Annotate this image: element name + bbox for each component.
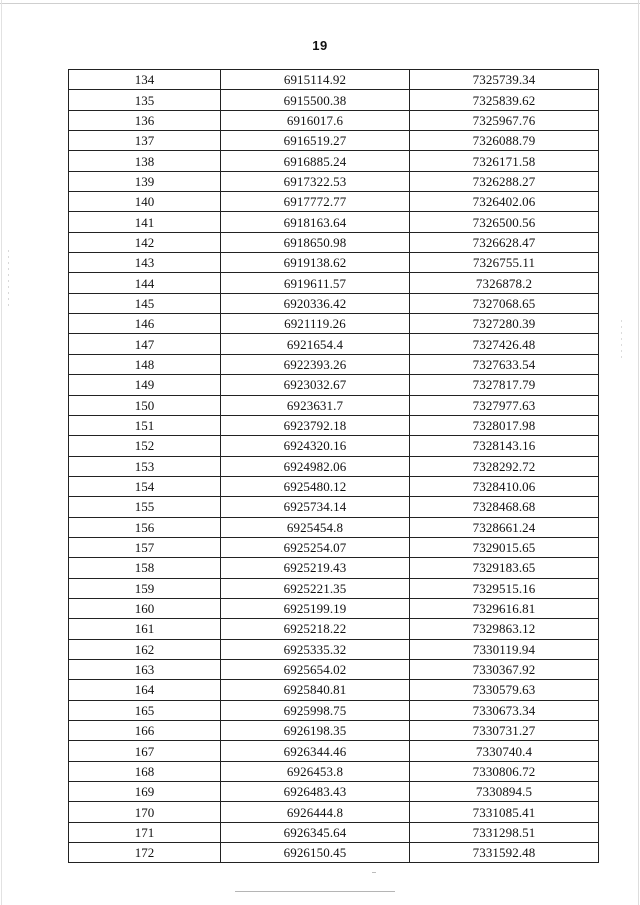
x-coordinate-cell: 6925454.8 xyxy=(221,517,410,537)
y-coordinate-cell: 7328661.24 xyxy=(410,517,599,537)
point-number-cell: 134 xyxy=(69,70,221,90)
table-row xyxy=(69,253,599,273)
y-coordinate-cell: 7329515.16 xyxy=(410,578,599,598)
point-number-cell: 140 xyxy=(69,192,221,212)
table-row xyxy=(69,782,599,802)
x-coordinate-cell: 6924320.16 xyxy=(221,436,410,456)
x-coordinate-cell: 6926344.46 xyxy=(221,741,410,761)
point-number-cell: 154 xyxy=(69,476,221,496)
y-coordinate-cell: 7327280.39 xyxy=(410,314,599,334)
y-coordinate-cell: 7327977.63 xyxy=(410,395,599,415)
x-coordinate-cell: 6926198.35 xyxy=(221,721,410,741)
x-coordinate-cell: 6925998.75 xyxy=(221,700,410,720)
table-row xyxy=(69,415,599,435)
point-number-cell: 161 xyxy=(69,619,221,639)
x-coordinate-cell: 6916017.6 xyxy=(221,110,410,130)
point-number-cell: 153 xyxy=(69,456,221,476)
table-row xyxy=(69,110,599,130)
x-coordinate-cell: 6925335.32 xyxy=(221,639,410,659)
table-row xyxy=(69,659,599,679)
y-coordinate-cell: 7331298.51 xyxy=(410,822,599,842)
x-coordinate-cell: 6925654.02 xyxy=(221,659,410,679)
scan-edge-top xyxy=(0,3,640,4)
table-row xyxy=(69,497,599,517)
y-coordinate-cell: 7330731.27 xyxy=(410,721,599,741)
point-number-cell: 168 xyxy=(69,761,221,781)
x-coordinate-cell: 6921654.4 xyxy=(221,334,410,354)
table-row xyxy=(69,273,599,293)
coordinates-table xyxy=(68,69,599,863)
x-coordinate-cell: 6926453.8 xyxy=(221,761,410,781)
y-coordinate-cell: 7330740.4 xyxy=(410,741,599,761)
coordinates-table-body xyxy=(69,70,599,863)
point-number-cell: 158 xyxy=(69,558,221,578)
x-coordinate-cell: 6926444.8 xyxy=(221,802,410,822)
table-row xyxy=(69,90,599,110)
footer-rule xyxy=(235,891,395,892)
x-coordinate-cell: 6925218.22 xyxy=(221,619,410,639)
scan-artifact-mark xyxy=(372,872,376,873)
point-number-cell: 157 xyxy=(69,537,221,557)
x-coordinate-cell: 6926345.64 xyxy=(221,822,410,842)
table-row xyxy=(69,822,599,842)
y-coordinate-cell: 7326171.58 xyxy=(410,151,599,171)
scan-artifact-right xyxy=(621,320,622,360)
table-row xyxy=(69,761,599,781)
point-number-cell: 150 xyxy=(69,395,221,415)
table-row xyxy=(69,741,599,761)
y-coordinate-cell: 7330894.5 xyxy=(410,782,599,802)
point-number-cell: 149 xyxy=(69,375,221,395)
y-coordinate-cell: 7326628.47 xyxy=(410,232,599,252)
y-coordinate-cell: 7325739.34 xyxy=(410,70,599,90)
x-coordinate-cell: 6917772.77 xyxy=(221,192,410,212)
table-row xyxy=(69,456,599,476)
y-coordinate-cell: 7330579.63 xyxy=(410,680,599,700)
point-number-cell: 170 xyxy=(69,802,221,822)
x-coordinate-cell: 6925199.19 xyxy=(221,598,410,618)
table-row xyxy=(69,131,599,151)
table-row xyxy=(69,395,599,415)
point-number-cell: 151 xyxy=(69,415,221,435)
x-coordinate-cell: 6915500.38 xyxy=(221,90,410,110)
y-coordinate-cell: 7327817.79 xyxy=(410,375,599,395)
x-coordinate-cell: 6918650.98 xyxy=(221,232,410,252)
table-row xyxy=(69,843,599,863)
table-row xyxy=(69,619,599,639)
x-coordinate-cell: 6925221.35 xyxy=(221,578,410,598)
y-coordinate-cell: 7326088.79 xyxy=(410,131,599,151)
point-number-cell: 162 xyxy=(69,639,221,659)
y-coordinate-cell: 7326755.11 xyxy=(410,253,599,273)
table-row xyxy=(69,314,599,334)
table-row xyxy=(69,293,599,313)
point-number-cell: 142 xyxy=(69,232,221,252)
x-coordinate-cell: 6925254.07 xyxy=(221,537,410,557)
table-row xyxy=(69,212,599,232)
y-coordinate-cell: 7331085.41 xyxy=(410,802,599,822)
y-coordinate-cell: 7326500.56 xyxy=(410,212,599,232)
table-row xyxy=(69,598,599,618)
table-row xyxy=(69,192,599,212)
x-coordinate-cell: 6916519.27 xyxy=(221,131,410,151)
y-coordinate-cell: 7329015.65 xyxy=(410,537,599,557)
point-number-cell: 166 xyxy=(69,721,221,741)
point-number-cell: 135 xyxy=(69,90,221,110)
scan-edge-right xyxy=(638,0,639,905)
scan-artifact-left xyxy=(8,250,9,310)
point-number-cell: 145 xyxy=(69,293,221,313)
y-coordinate-cell: 7328410.06 xyxy=(410,476,599,496)
table-row xyxy=(69,558,599,578)
point-number-cell: 139 xyxy=(69,171,221,191)
x-coordinate-cell: 6923032.67 xyxy=(221,375,410,395)
y-coordinate-cell: 7328143.16 xyxy=(410,436,599,456)
x-coordinate-cell: 6925734.14 xyxy=(221,497,410,517)
table-row xyxy=(69,151,599,171)
y-coordinate-cell: 7330119.94 xyxy=(410,639,599,659)
table-row xyxy=(69,639,599,659)
table-row xyxy=(69,802,599,822)
y-coordinate-cell: 7328017.98 xyxy=(410,415,599,435)
table-row xyxy=(69,578,599,598)
table-row xyxy=(69,537,599,557)
point-number-cell: 136 xyxy=(69,110,221,130)
point-number-cell: 164 xyxy=(69,680,221,700)
point-number-cell: 155 xyxy=(69,497,221,517)
point-number-cell: 171 xyxy=(69,822,221,842)
y-coordinate-cell: 7326288.27 xyxy=(410,171,599,191)
point-number-cell: 146 xyxy=(69,314,221,334)
scan-edge-left xyxy=(1,0,2,905)
x-coordinate-cell: 6921119.26 xyxy=(221,314,410,334)
y-coordinate-cell: 7328292.72 xyxy=(410,456,599,476)
x-coordinate-cell: 6923631.7 xyxy=(221,395,410,415)
table-row xyxy=(69,354,599,374)
y-coordinate-cell: 7327068.65 xyxy=(410,293,599,313)
y-coordinate-cell: 7331592.48 xyxy=(410,843,599,863)
point-number-cell: 138 xyxy=(69,151,221,171)
x-coordinate-cell: 6922393.26 xyxy=(221,354,410,374)
table-row xyxy=(69,436,599,456)
y-coordinate-cell: 7327633.54 xyxy=(410,354,599,374)
point-number-cell: 172 xyxy=(69,843,221,863)
table-row xyxy=(69,721,599,741)
point-number-cell: 159 xyxy=(69,578,221,598)
table-row xyxy=(69,517,599,537)
table-row xyxy=(69,680,599,700)
y-coordinate-cell: 7329183.65 xyxy=(410,558,599,578)
table-row xyxy=(69,476,599,496)
point-number-cell: 143 xyxy=(69,253,221,273)
y-coordinate-cell: 7325839.62 xyxy=(410,90,599,110)
x-coordinate-cell: 6925840.81 xyxy=(221,680,410,700)
x-coordinate-cell: 6918163.64 xyxy=(221,212,410,232)
y-coordinate-cell: 7325967.76 xyxy=(410,110,599,130)
y-coordinate-cell: 7327426.48 xyxy=(410,334,599,354)
x-coordinate-cell: 6925219.43 xyxy=(221,558,410,578)
table-row xyxy=(69,375,599,395)
table-row xyxy=(69,334,599,354)
point-number-cell: 167 xyxy=(69,741,221,761)
table-row xyxy=(69,700,599,720)
table-row xyxy=(69,70,599,90)
x-coordinate-cell: 6926483.43 xyxy=(221,782,410,802)
y-coordinate-cell: 7329863.12 xyxy=(410,619,599,639)
x-coordinate-cell: 6920336.42 xyxy=(221,293,410,313)
x-coordinate-cell: 6917322.53 xyxy=(221,171,410,191)
table-row xyxy=(69,232,599,252)
point-number-cell: 148 xyxy=(69,354,221,374)
y-coordinate-cell: 7326878.2 xyxy=(410,273,599,293)
point-number-cell: 169 xyxy=(69,782,221,802)
table-row xyxy=(69,171,599,191)
point-number-cell: 152 xyxy=(69,436,221,456)
point-number-cell: 144 xyxy=(69,273,221,293)
point-number-cell: 163 xyxy=(69,659,221,679)
x-coordinate-cell: 6924982.06 xyxy=(221,456,410,476)
point-number-cell: 141 xyxy=(69,212,221,232)
x-coordinate-cell: 6926150.45 xyxy=(221,843,410,863)
point-number-cell: 160 xyxy=(69,598,221,618)
point-number-cell: 137 xyxy=(69,131,221,151)
y-coordinate-cell: 7330806.72 xyxy=(410,761,599,781)
y-coordinate-cell: 7326402.06 xyxy=(410,192,599,212)
point-number-cell: 156 xyxy=(69,517,221,537)
y-coordinate-cell: 7329616.81 xyxy=(410,598,599,618)
y-coordinate-cell: 7330673.34 xyxy=(410,700,599,720)
page-number: 19 xyxy=(312,38,328,53)
point-number-cell: 165 xyxy=(69,700,221,720)
x-coordinate-cell: 6919611.57 xyxy=(221,273,410,293)
y-coordinate-cell: 7330367.92 xyxy=(410,659,599,679)
x-coordinate-cell: 6915114.92 xyxy=(221,70,410,90)
x-coordinate-cell: 6919138.62 xyxy=(221,253,410,273)
x-coordinate-cell: 6916885.24 xyxy=(221,151,410,171)
x-coordinate-cell: 6923792.18 xyxy=(221,415,410,435)
point-number-cell: 147 xyxy=(69,334,221,354)
x-coordinate-cell: 6925480.12 xyxy=(221,476,410,496)
y-coordinate-cell: 7328468.68 xyxy=(410,497,599,517)
